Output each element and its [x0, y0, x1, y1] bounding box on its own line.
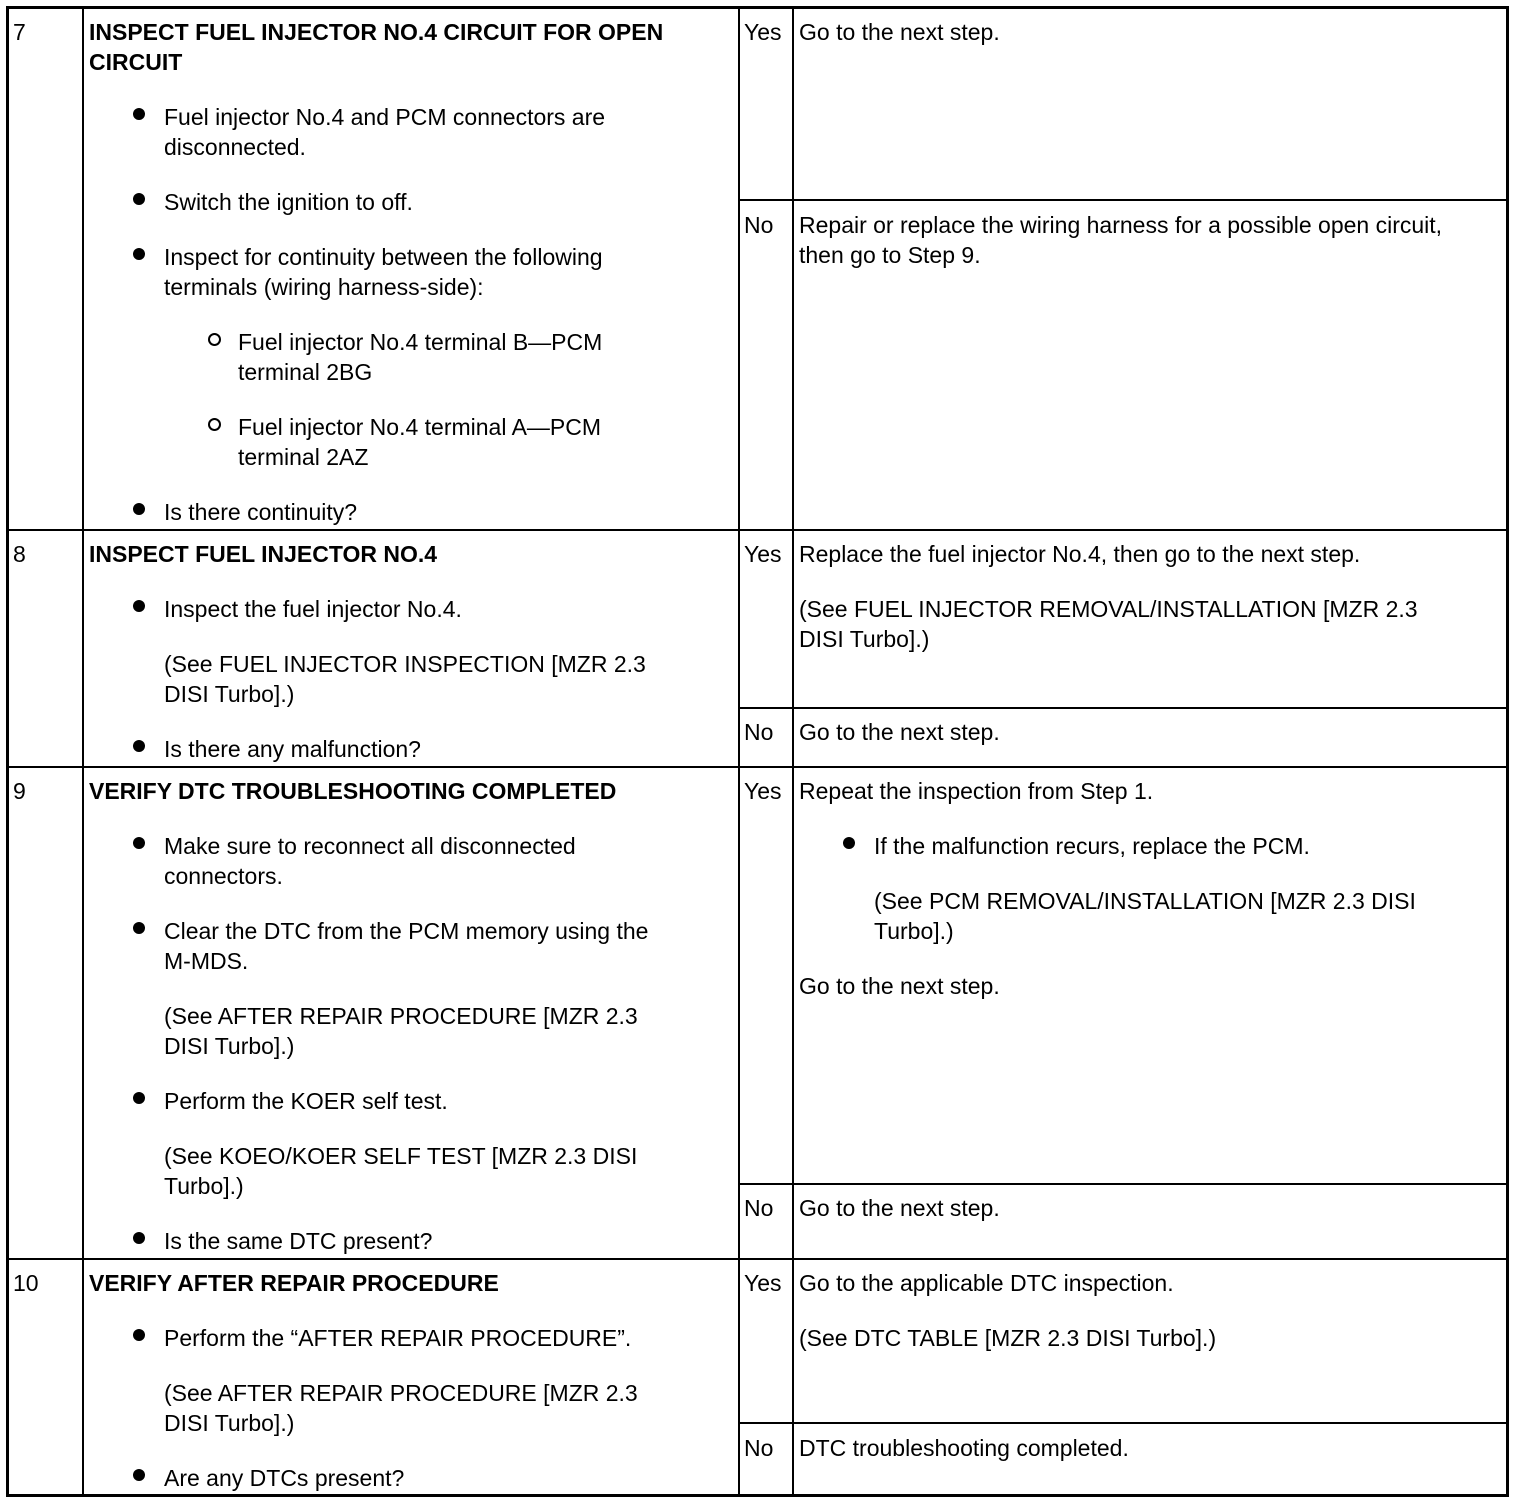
no-label: No [744, 212, 774, 238]
yes-no-divider [738, 199, 1506, 201]
bullet-icon [133, 1469, 145, 1481]
reference-text: (See AFTER REPAIR PROCEDURE [MZR 2.3 [164, 1003, 638, 1029]
no-label: No [744, 1195, 774, 1221]
sub-bullet-text: Fuel injector No.4 terminal A—PCM [238, 414, 602, 440]
step-title-cont: CIRCUIT [89, 49, 183, 75]
reference-text-cont: DISI Turbo].) [164, 1410, 295, 1436]
step-number: 7 [13, 19, 26, 45]
yes-reference: (See PCM REMOVAL/INSTALLATION [MZR 2.3 DISI [874, 888, 1416, 914]
bullet-icon [843, 837, 855, 849]
bullet-text: Clear the DTC from the PCM memory using the [164, 918, 649, 944]
sub-bullet-text: Fuel injector No.4 terminal B—PCM [238, 329, 603, 355]
bullet-text: Inspect the fuel injector No.4. [164, 596, 462, 622]
step-title: VERIFY DTC TROUBLESHOOTING COMPLETED [89, 778, 617, 804]
no-label: No [744, 1435, 774, 1461]
bullet-icon [133, 740, 145, 752]
yes-result: Replace the fuel injector No.4, then go to the next step. [799, 541, 1361, 567]
sub-bullet-icon [208, 333, 221, 346]
yes-no-divider [738, 707, 1506, 709]
yes-result: Repeat the inspection from Step 1. [799, 778, 1154, 804]
step-title: VERIFY AFTER REPAIR PROCEDURE [89, 1270, 499, 1296]
bullet-icon [133, 1092, 145, 1104]
yes-no-divider [738, 1422, 1506, 1424]
bullet-text-cont: connectors. [164, 863, 283, 889]
bullet-icon [133, 1329, 145, 1341]
reference-text: (See KOEO/KOER SELF TEST [MZR 2.3 DISI [164, 1143, 638, 1169]
no-result: Go to the next step. [799, 1195, 1000, 1221]
bullet-icon [133, 248, 145, 260]
bullet-text: Inspect for continuity between the following [164, 244, 603, 270]
yes-label: Yes [744, 541, 782, 567]
sub-bullet-icon [208, 418, 221, 431]
reference-text-cont: Turbo].) [164, 1173, 244, 1199]
step-row-10 [9, 1260, 1506, 1494]
reference-text-cont: DISI Turbo].) [164, 1033, 295, 1059]
bullet-text: Is there any malfunction? [164, 736, 421, 762]
no-result: Repair or replace the wiring harness for a possible open circuit, [799, 212, 1443, 238]
step-title: INSPECT FUEL INJECTOR NO.4 [89, 541, 438, 567]
yes-label: Yes [744, 1270, 782, 1296]
bullet-text-cont: disconnected. [164, 134, 306, 160]
bullet-icon [133, 503, 145, 515]
bullet-icon [133, 837, 145, 849]
yes-result-next: Go to the next step. [799, 973, 1000, 999]
step-number: 8 [13, 541, 26, 567]
bullet-text-cont: terminals (wiring harness-side): [164, 274, 484, 300]
step-number: 10 [13, 1270, 39, 1296]
bullet-text: Fuel injector No.4 and PCM connectors are [164, 104, 606, 130]
no-result: DTC troubleshooting completed. [799, 1435, 1129, 1461]
bullet-icon [133, 108, 145, 120]
bullet-text: Perform the “AFTER REPAIR PROCEDURE”. [164, 1325, 632, 1351]
reference-text: (See FUEL INJECTOR INSPECTION [MZR 2.3 [164, 651, 646, 677]
yes-reference: (See FUEL INJECTOR REMOVAL/INSTALLATION [MZR 2.3 [799, 596, 1418, 622]
reference-text-cont: DISI Turbo].) [164, 681, 295, 707]
bullet-icon [133, 600, 145, 612]
no-label: No [744, 719, 774, 745]
no-result-cont: then go to Step 9. [799, 242, 981, 268]
sub-bullet-text-cont: terminal 2AZ [238, 444, 369, 470]
bullet-text: Perform the KOER self test. [164, 1088, 448, 1114]
step-row-7 [9, 9, 1506, 531]
yes-result: Go to the applicable DTC inspection. [799, 1270, 1174, 1296]
bullet-text: Is there continuity? [164, 499, 358, 525]
bullet-icon [133, 922, 145, 934]
bullet-icon [133, 1232, 145, 1244]
bullet-text: Switch the ignition to off. [164, 189, 413, 215]
yes-reference-cont: DISI Turbo].) [799, 626, 930, 652]
bullet-text-cont: M-MDS. [164, 948, 249, 974]
troubleshooting-table [6, 6, 1509, 1497]
bullet-icon [133, 193, 145, 205]
yes-label: Yes [744, 19, 782, 45]
reference-text: (See AFTER REPAIR PROCEDURE [MZR 2.3 [164, 1380, 638, 1406]
yes-result: Go to the next step. [799, 19, 1000, 45]
sub-bullet-text-cont: terminal 2BG [238, 359, 373, 385]
step-row-9 [9, 768, 1506, 1260]
bullet-text: Is the same DTC present? [164, 1228, 433, 1254]
yes-bullet-text: If the malfunction recurs, replace the PCM. [874, 833, 1310, 859]
yes-reference: (See DTC TABLE [MZR 2.3 DISI Turbo].) [799, 1325, 1217, 1351]
bullet-text: Make sure to reconnect all disconnected [164, 833, 576, 859]
no-result: Go to the next step. [799, 719, 1000, 745]
yes-reference-cont: Turbo].) [874, 918, 954, 944]
yes-label: Yes [744, 778, 782, 804]
bullet-text: Are any DTCs present? [164, 1465, 405, 1491]
yes-no-divider [738, 1183, 1506, 1185]
step-number: 9 [13, 778, 26, 804]
step-title: INSPECT FUEL INJECTOR NO.4 CIRCUIT FOR OPEN [89, 19, 664, 45]
step-row-8 [9, 531, 1506, 768]
